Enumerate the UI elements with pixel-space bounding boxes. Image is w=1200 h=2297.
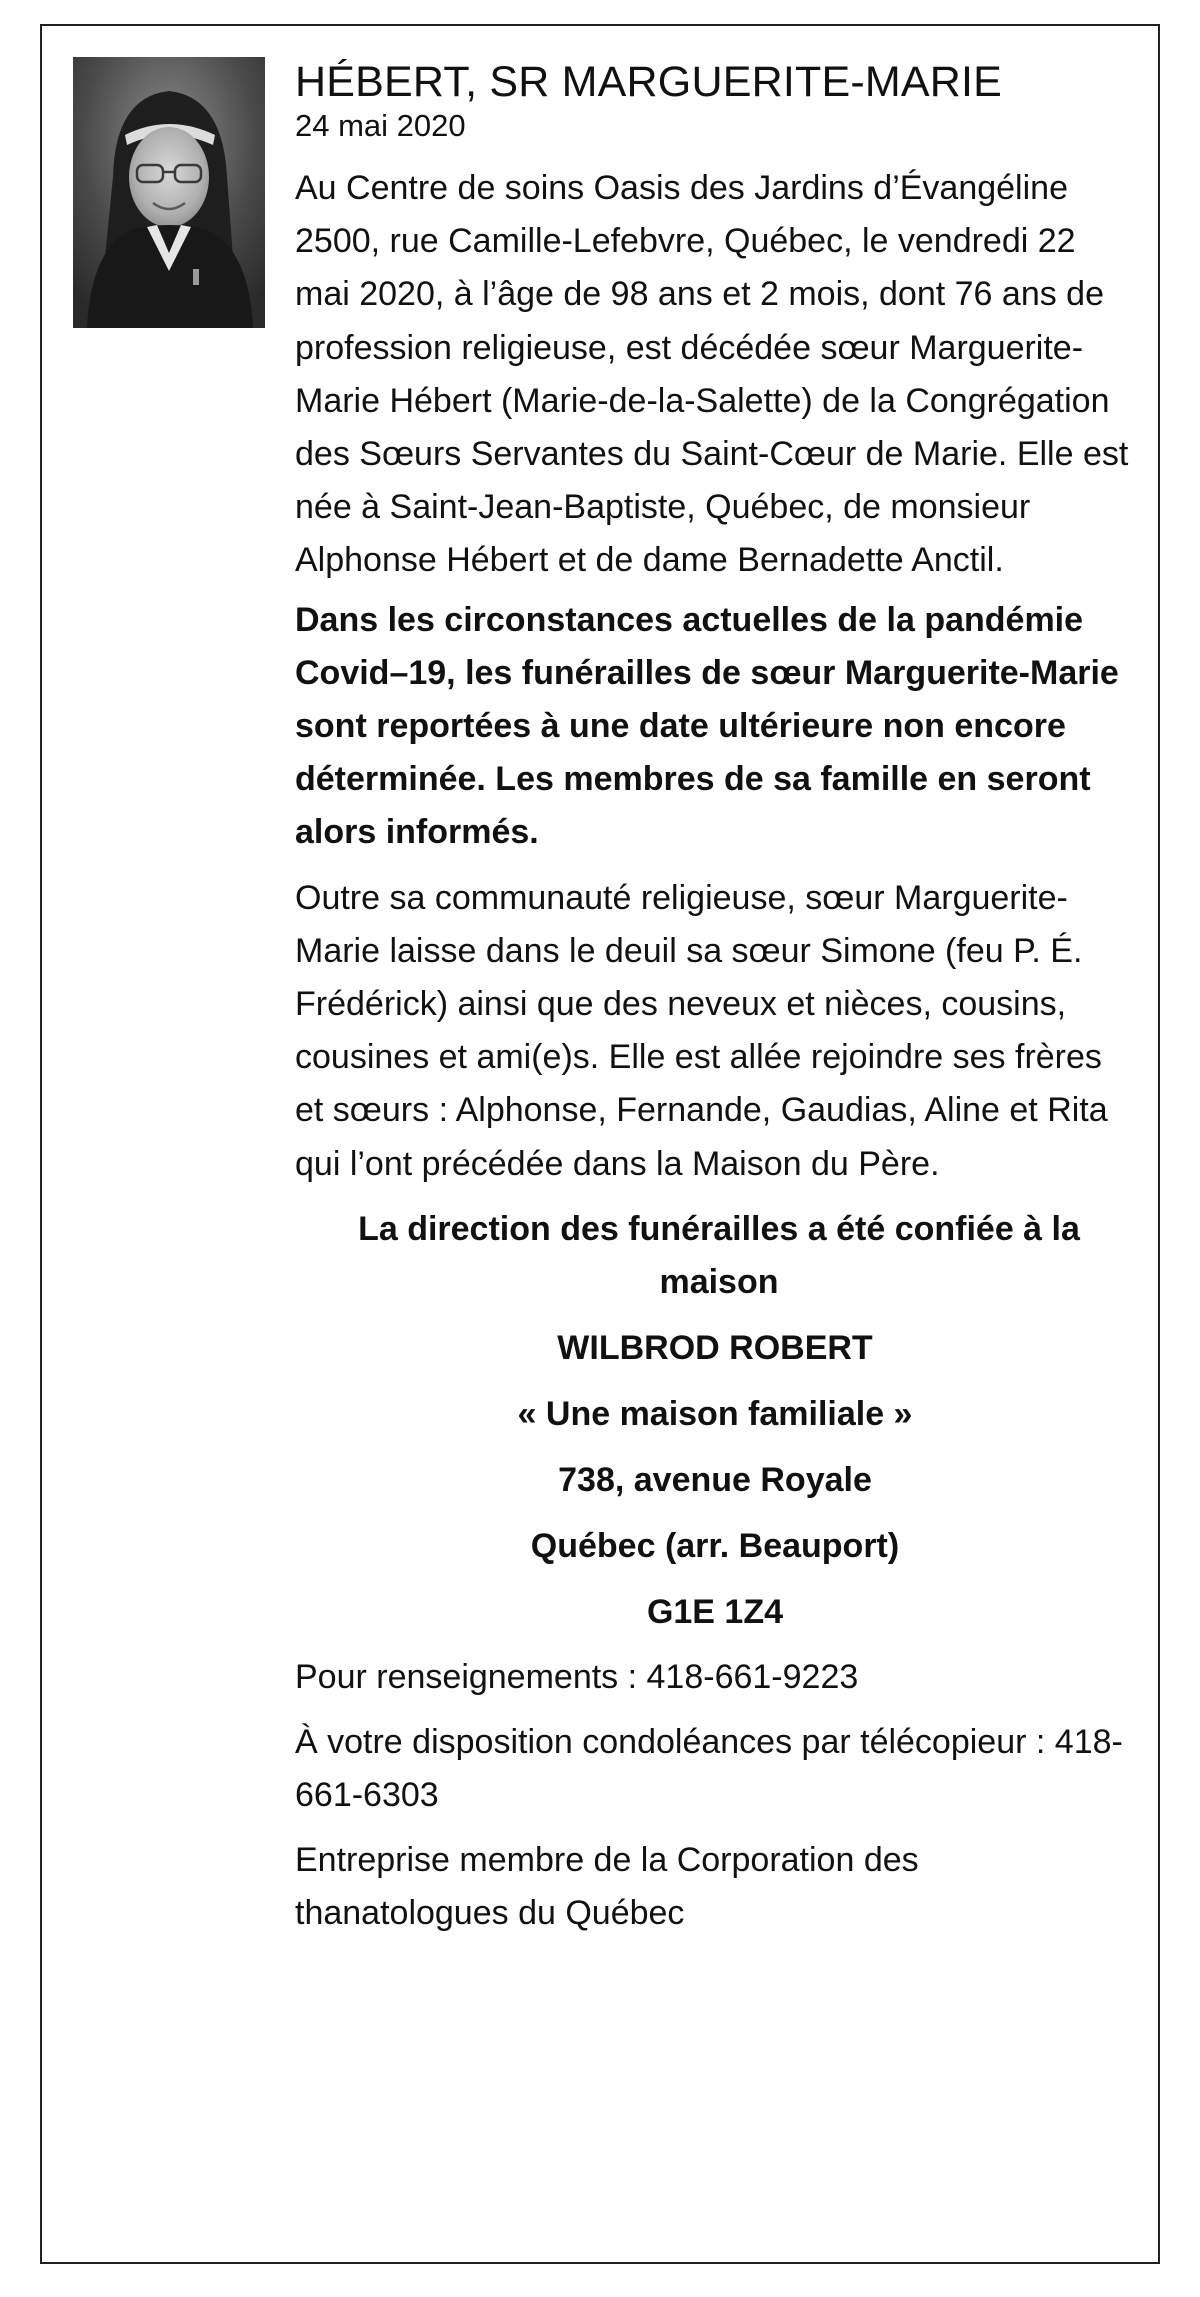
membership-statement: Entreprise membre de la Corporation des thanatologues du Québec [295,1840,919,1932]
publication-date: 24 mai 2020 [295,108,466,143]
funeral-home-intro: La direction des funérailles a été confiée à la maison [358,1209,1080,1301]
funeral-home-postal-code: G1E 1Z4 [646,1592,784,1631]
death-notice-paragraph: Au Centre de soins Oasis des Jardins d’Évangéline 2500, rue Camille-Lefebvre, Québec, le vendredi 22 mai 2020, à l’âge de 98 ans et 2 mois, dont 76 ans de profession religieuse, est décédée sœur Marguerite-Marie Hébert (Marie-de-la-Salette) de la Congrégation des Sœurs Servantes du Saint-Cœur de Marie. Elle est née à Saint-Jean-Baptiste, Québec, de monsieur Alphonse Hébert et de dame Bernadette Anctil. [295,169,1129,580]
funeral-home-name: WILBROD ROBERT [557,1328,873,1367]
funeral-home-city: Québec (arr. Beauport) [530,1526,900,1565]
deceased-name: HÉBERT, SR MARGUERITE-MARIE [295,58,1003,106]
info-phone: Pour renseignements : 418-661-9223 [295,1657,859,1696]
condolences-fax: À votre disposition condoléances par télécopieur : 418-661-6303 [295,1722,1123,1814]
obituary-content [295,56,1135,1940]
funeral-home-address: 738, avenue Royale [558,1460,872,1499]
funeral-postponed-notice: Dans les circonstances actuelles de la pandémie Covid–19, les funérailles de sœur Marguerite-Marie sont reportées à une date ultérieure non encore déterminée. Les membres de sa famille en seront alors informés. [295,600,1119,852]
funeral-home-slogan: « Une maison familiale » [517,1394,913,1433]
family-paragraph: Outre sa communauté religieuse, sœur Marguerite-Marie laisse dans le deuil sa sœur Simone (feu P. É. Frédérick) ainsi que des neveux et nièces, cousins, cousines et ami(e)s. Elle est allée rejoindre ses frères et sœurs : Alphonse, Fernande, Gaudias, Aline et Rita qui l’ont précédée dans la Maison du Père. [295,878,1108,1183]
portrait-photo-icon [73,57,265,328]
funeral-home-block [295,1203,1135,1639]
portrait-photo [73,57,265,328]
obituary-frame [40,24,1160,2264]
